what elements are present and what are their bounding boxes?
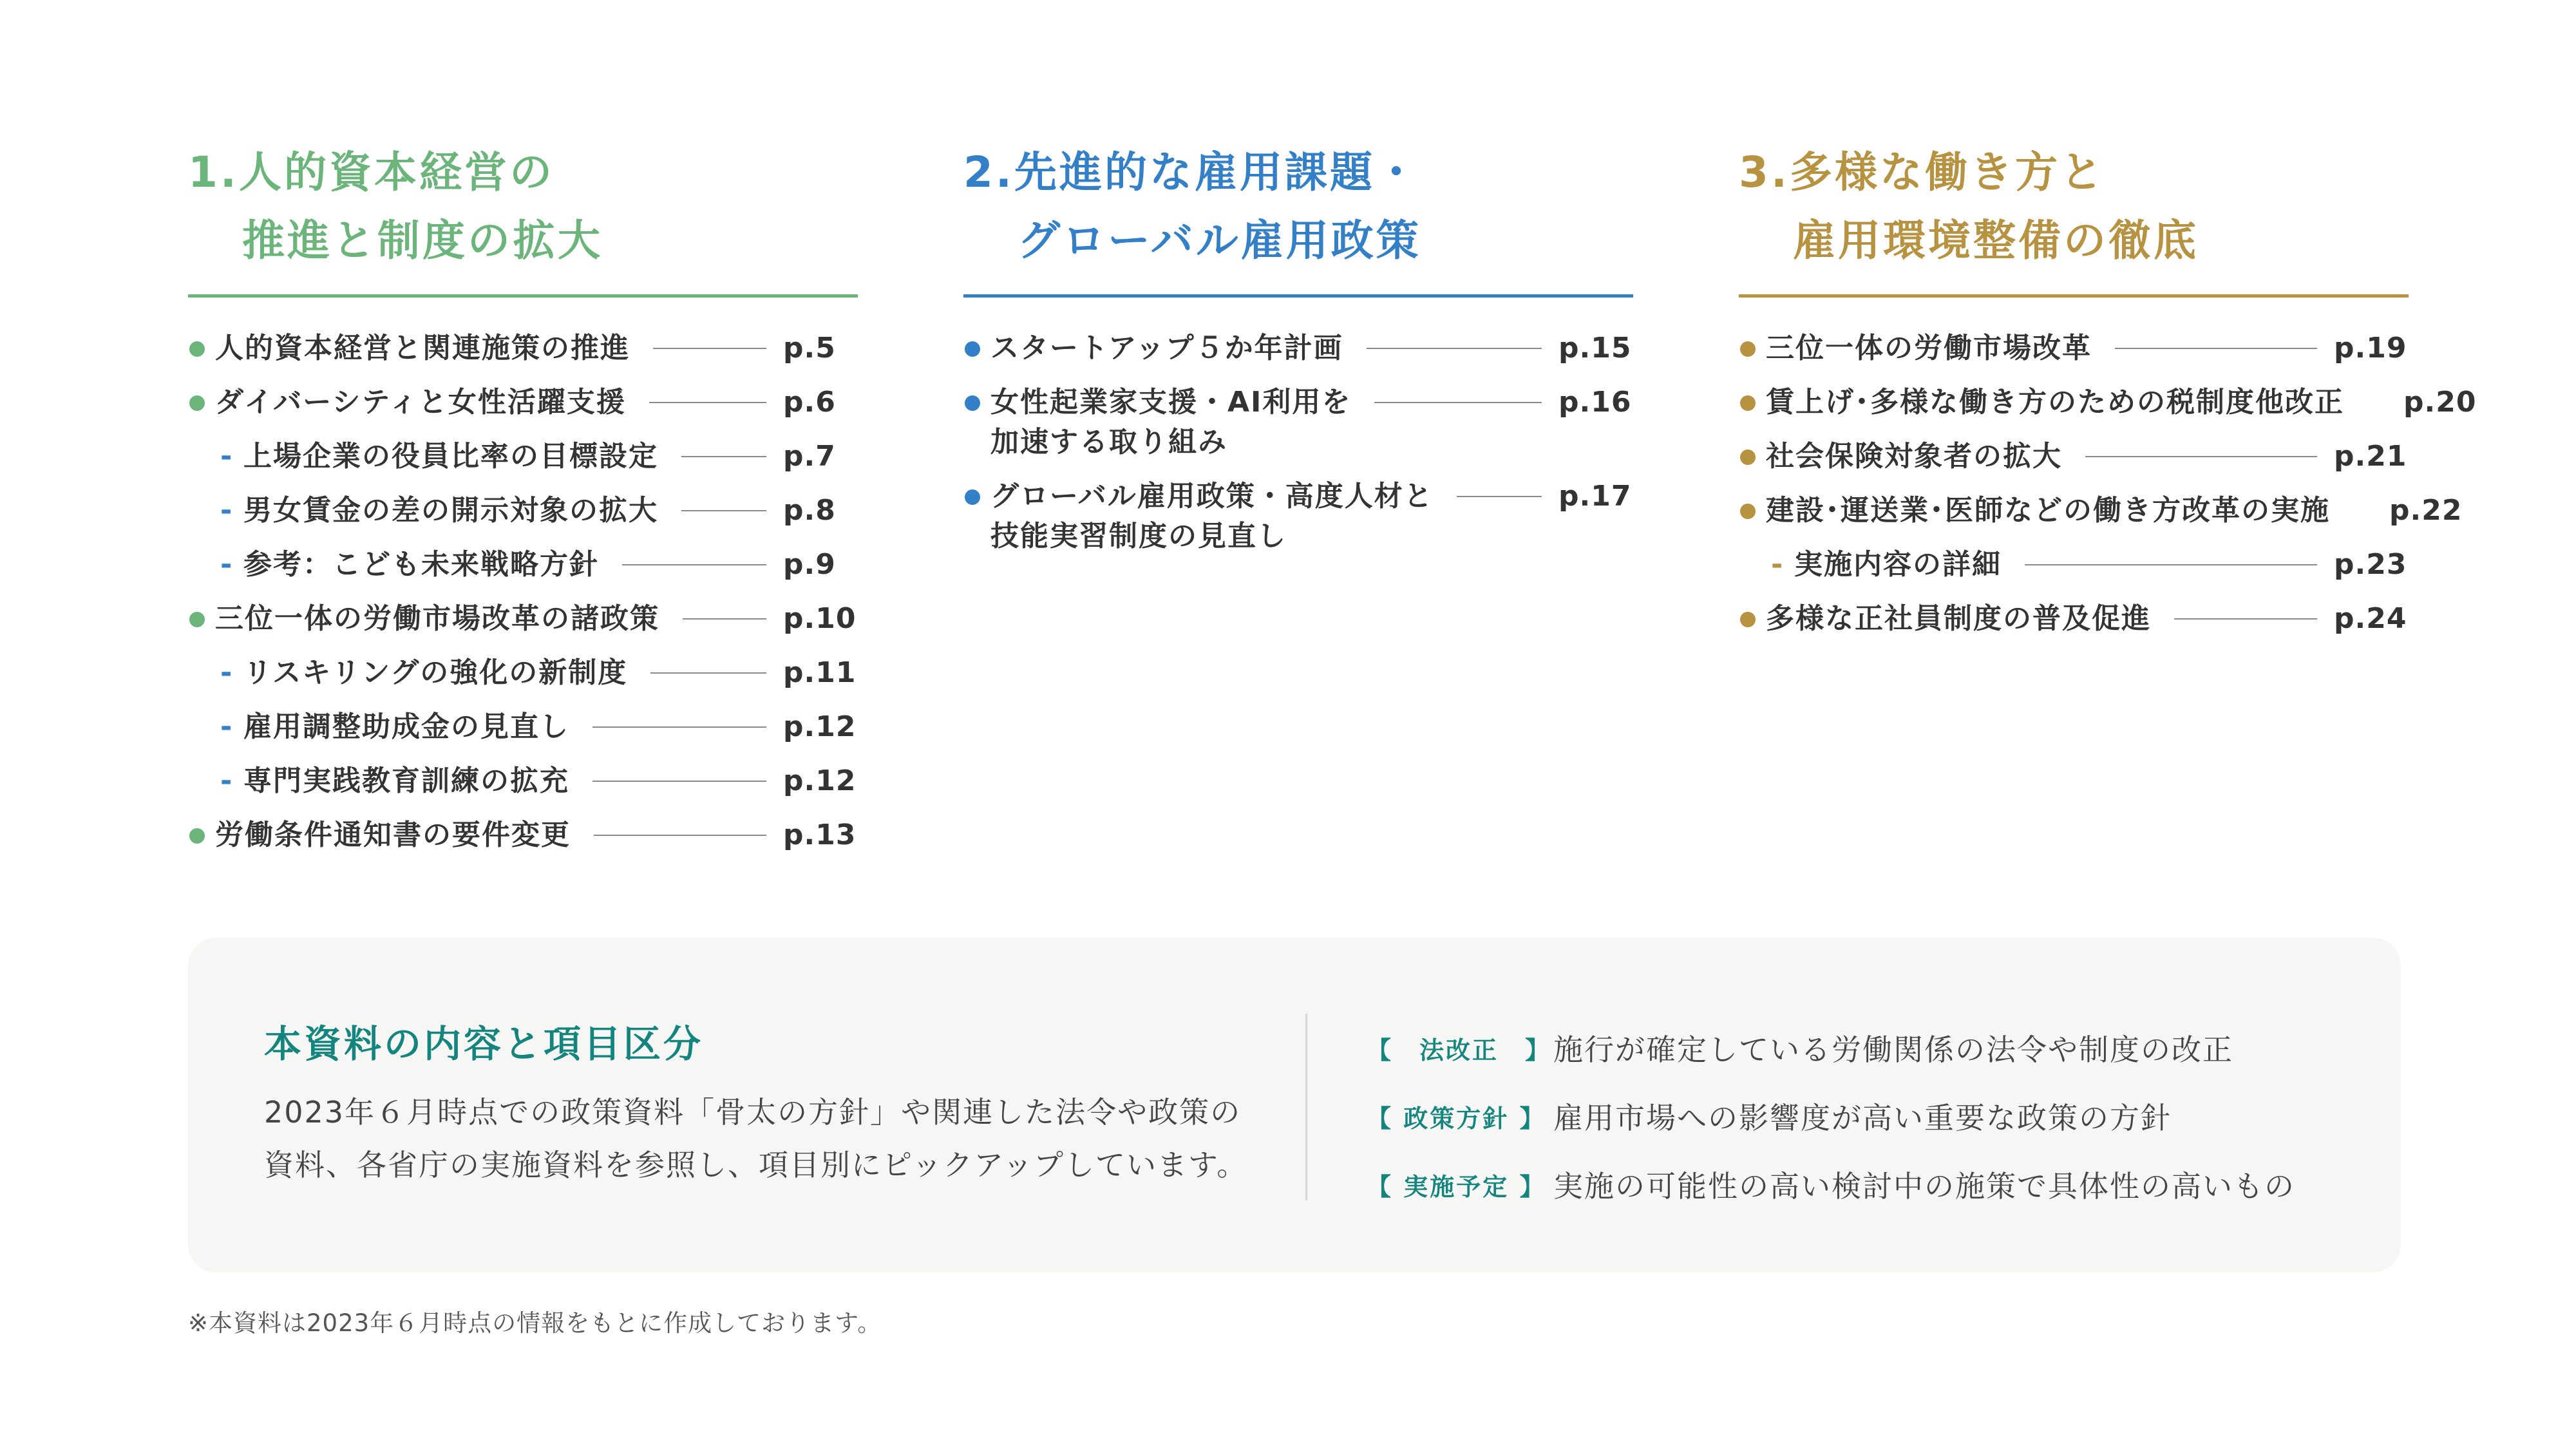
toc-item-label-line1: 女性起業家支援・AI利用を [990,386,1352,419]
toc-item-label: 建設･運送業･医師などの働き方改革の実施 [1766,494,2330,527]
toc-item-page: p.15 [1558,332,1632,365]
toc-item-page: p.7 [783,440,836,473]
leader-line [1367,348,1542,349]
toc-item-label: 多様な正社員制度の普及促進 [1766,602,2151,635]
toc-subitem[interactable] [188,437,858,477]
toc-item-label: 人的資本経営と関連施策の推進 [215,332,630,365]
leader-line [683,618,766,620]
toc-item-label: ダイバーシティと女性活躍支援 [215,386,626,419]
legend-item [1367,1082,2295,1150]
toc-item[interactable] [1739,491,2463,531]
section-3-title-line2: 雇用環境整備の徹底 [1793,216,2199,265]
section-3-title-line1: 3.多様な働き方と [1739,147,2105,197]
toc-subitem[interactable] [188,653,858,693]
section-2-rule [963,294,1633,298]
section-3-toc [1739,328,2477,639]
toc-subitem[interactable] [1739,545,2409,585]
toc-item[interactable] [1739,437,2409,477]
legend-description: 施行が確定している労働関係の法令や制度の改正 [1553,1032,2233,1067]
toc-item[interactable] [188,328,858,368]
toc-item[interactable] [1739,328,2409,368]
toc-item-label: 三位一体の労働市場改革の諸政策 [215,602,659,635]
legend-description: 実施の可能性の高い検討中の施策で具体性の高いもの [1553,1169,2295,1204]
bullet-dot-icon [1740,341,1756,357]
toc-item-page: p.17 [1558,480,1632,513]
leader-line [681,510,766,511]
footnote: ※本資料は2023年６月時点の情報をもとに作成しております。 [188,1309,882,1337]
bullet-dot-icon [965,395,980,411]
leader-line [592,781,766,782]
toc-item-label: 参考：こども未来戦略方針 [243,548,599,581]
panel-title: 本資料の内容と項目区分 [264,1022,704,1066]
section-2-title-line1: 2.先進的な雇用課題・ [963,147,1420,197]
toc-item-label: 労働条件通知書の要件変更 [215,819,571,851]
toc-item[interactable] [188,383,858,422]
legend-tag: 【 法改正 】 [1367,1036,1552,1065]
bullet-dot-icon [189,828,205,844]
toc-item-page: p.8 [783,494,836,527]
dash-icon: - [220,548,232,581]
toc-item-label: 賃上げ･多様な働き方のための税制度他改正 [1766,386,2344,419]
toc-item-page: p.6 [783,386,836,419]
leader-line [2025,564,2317,565]
section-1-title [188,138,858,275]
leader-line [649,402,766,403]
bullet-dot-icon [189,395,205,411]
legend-tag: 【 政策方針 】 [1367,1104,1546,1133]
section-2-title-line2: グローバル雇用政策 [1018,216,1421,265]
leader-line [1374,402,1542,403]
toc-item-page: p.5 [783,332,836,365]
bullet-dot-icon [1740,504,1756,519]
section-2-title [963,138,1633,275]
leader-line [650,672,766,674]
toc-item[interactable] [1739,383,2477,422]
panel-description [264,1086,1256,1191]
panel-description-line1: 2023年６月時点での政策資料「骨太の方針」や関連した法令や政策の [264,1095,1242,1130]
toc-item-page: p.19 [2334,332,2407,365]
info-panel [188,938,2401,1273]
toc-item[interactable] [963,477,1633,556]
toc-item-page: p.11 [783,656,857,689]
dash-icon: - [220,494,232,527]
toc-item-page: p.9 [783,548,836,581]
toc-subitem[interactable] [188,761,858,801]
dash-icon: - [1771,548,1783,581]
section-1-title-line2: 推進と制度の拡大 [242,216,603,265]
bullet-dot-icon [965,341,980,357]
leader-line [2174,618,2317,620]
toc-item-page: p.24 [2334,602,2407,635]
bullet-dot-icon [189,341,205,357]
bullet-dot-icon [1740,612,1756,627]
toc-item-label: 男女賃金の差の開示対象の拡大 [243,494,658,527]
toc-item-label-line1: グローバル雇用政策・高度人材と [990,480,1434,513]
toc-item-label: スタートアップ５か年計画 [990,332,1343,365]
leader-line [2085,456,2317,457]
leader-line [653,348,766,349]
toc-item-label [990,477,1434,556]
leader-line [1457,496,1542,497]
toc-item-label: 上場企業の役員比率の目標設定 [243,440,658,473]
legend-description: 雇用市場への影響度が高い重要な政策の方針 [1553,1101,2172,1135]
section-2 [963,138,1633,571]
toc-item-label: 社会保険対象者の拡大 [1766,440,2062,473]
toc-item-page: p.21 [2334,440,2407,473]
dash-icon: - [220,440,232,473]
toc-item[interactable] [963,383,1633,462]
legend-item [1367,1014,2295,1082]
toc-item-label [990,383,1351,462]
toc-item-page: p.13 [783,819,857,851]
category-legend [1367,1014,2295,1218]
leader-line [622,564,766,565]
toc-item[interactable] [188,599,858,639]
bullet-dot-icon [1740,395,1756,411]
toc-item-page: p.12 [783,710,857,743]
toc-item-page: p.16 [1558,386,1632,419]
toc-item-page: p.10 [783,602,857,635]
section-1 [188,138,858,869]
toc-item-page: p.12 [783,764,857,797]
section-3 [1739,138,2477,653]
toc-item-label: 専門実践教育訓練の拡充 [243,764,569,797]
toc-subitem[interactable] [188,545,858,585]
bullet-dot-icon [965,489,980,505]
section-1-title-line1: 1.人的資本経営の [188,147,554,197]
dash-icon: - [220,710,232,743]
section-3-rule [1739,294,2409,298]
section-1-toc [188,328,858,855]
toc-item-label-line2: 加速する取り組み [990,426,1227,459]
toc-item-label: 実施内容の詳細 [1794,548,2002,581]
legend-item [1367,1150,2295,1218]
bullet-dot-icon [189,612,205,627]
toc-item-label: 三位一体の労働市場改革 [1766,332,2092,365]
panel-divider [1305,1014,1307,1200]
toc-item-page: p.20 [2403,386,2477,419]
leader-line [594,835,766,836]
section-1-rule [188,294,858,298]
toc-item[interactable] [188,815,858,855]
toc-subitem[interactable] [188,707,858,747]
toc-item-label: リスキリングの強化の新制度 [243,656,628,689]
section-3-title [1739,138,2409,275]
dash-icon: - [220,656,232,689]
toc-item[interactable] [963,328,1633,368]
toc-item-label-line2: 技能実習制度の見直し [990,520,1287,553]
toc-item-label: 雇用調整助成金の見直し [243,710,569,743]
bullet-dot-icon [1740,450,1756,465]
dash-icon: - [220,764,232,797]
toc-item[interactable] [1739,599,2409,639]
toc-subitem[interactable] [188,491,858,531]
leader-line [681,456,766,457]
panel-description-line2: 資料、各省庁の実施資料を参照し、項目別にピックアップしています。 [264,1148,1248,1182]
toc-item-page: p.23 [2334,548,2407,581]
toc-item-page: p.22 [2389,494,2463,527]
section-2-toc [963,328,1633,556]
legend-tag: 【 実施予定 】 [1367,1172,1546,1201]
leader-line [592,726,766,728]
leader-line [2115,348,2317,349]
